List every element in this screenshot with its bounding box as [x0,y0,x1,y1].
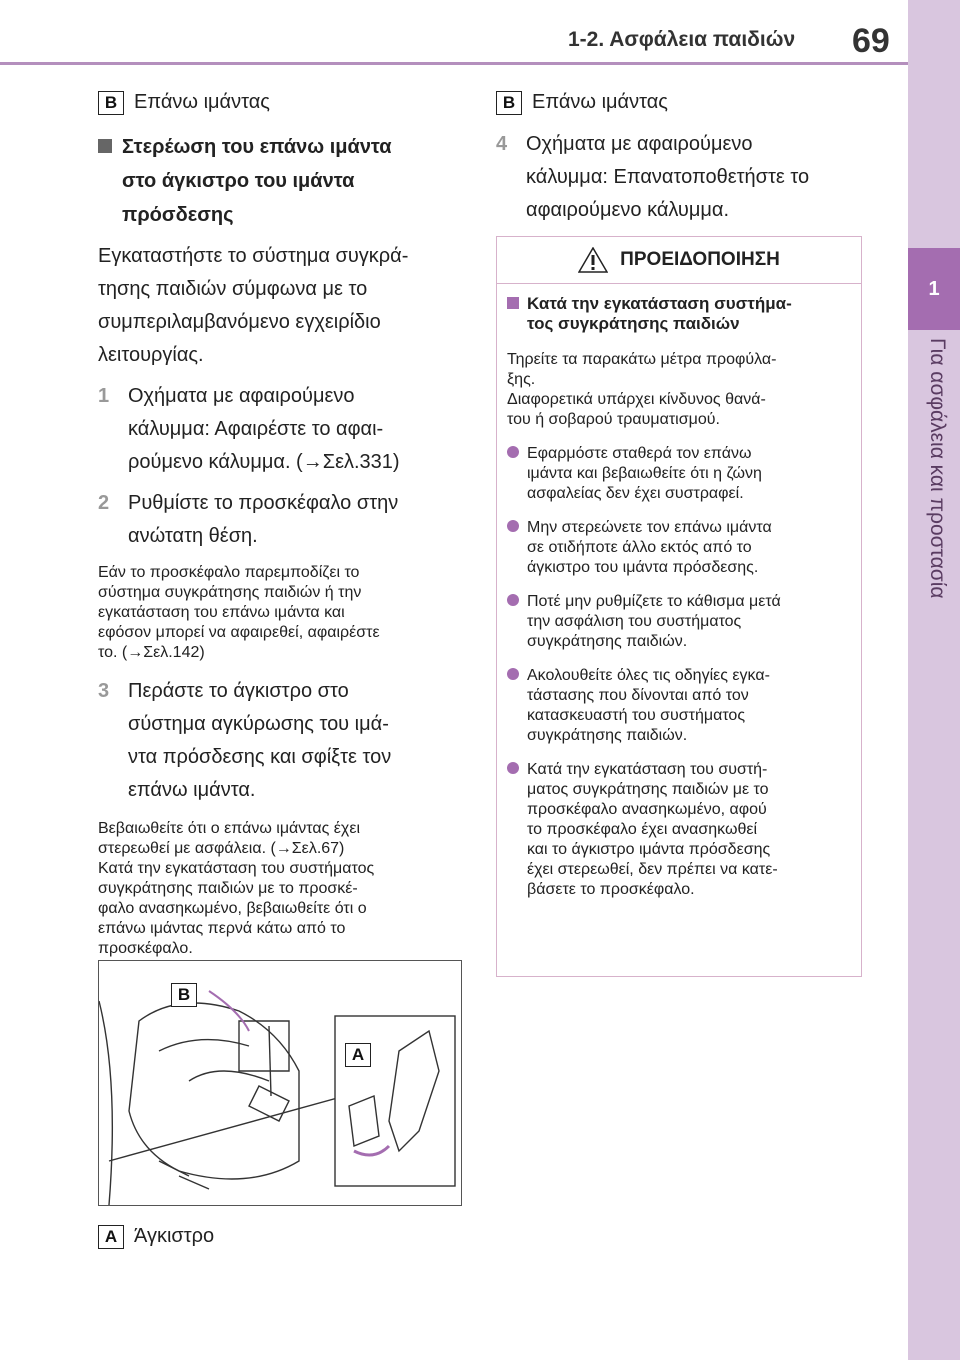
hook-shape [249,1086,289,1121]
warning-bullet-2: Μην στερεώνετε τον επάνω ιμάντα σε οτιδήποτε άλλο εκτός από το άγκιστρο του ιμάντα πρόσδεσης. [497,518,861,578]
arrow-to-headrest [209,991,249,1031]
inset-frame [335,1016,455,1186]
headrest-outline [239,1021,289,1071]
callout-a-label: A [98,1225,124,1249]
callout-a-text: Άγκιστρο [134,1225,215,1247]
sidebar [908,0,960,1360]
warning-title: ΠΡΟΕΙΔΟΠΟΙΗΣΗ [620,249,780,270]
step-1: 1 Οχήματα με αφαιρούμενο κάλυμμα: Αφαιρέστε το αφαι- ρούμενο κάλυμμα. (→Σελ.331) [98,385,400,473]
page-number: 69 [852,22,890,60]
callout-b-text: Επάνω ιμάντας [134,91,270,113]
warning-heading: Κατά την εγκατάσταση συστήμα- τος συγκράτησης παιδιών [497,294,861,334]
warning-bullet-3: Ποτέ μην ρυθμίζετε το κάθισμα μετά την ασφάλιση του συστήματος συγκράτησης παιδιών. [497,592,861,652]
note-headrest: Εάν το προσκέφαλο παρεμποδίζει το σύστημα συγκράτησης παιδιών ή την εγκατάσταση του επάνω ιμάντα και εφόσον μπορεί να αφαιρεθεί, αφαιρέστε το. (→Σελ.142) [98,564,380,661]
child-seat-outline [129,1003,299,1179]
right-column [496,86,886,227]
warning-box [496,236,862,977]
bullet-icon [507,668,519,680]
callout-b-right-text: Επάνω ιμάντας [532,91,668,113]
bullet-icon [507,446,519,458]
left-column [98,86,478,959]
callout-b-right-label: B [496,91,522,115]
callout-a [98,1220,214,1252]
warning-intro: Τηρείτε τα παρακάτω μέτρα προφύλα- ξης. Διαφορετικά υπάρχει κίνδυνος θανά- του ή σοβαρού τραυματισμού. [507,351,777,428]
callout-b [98,86,478,120]
note-top-strap: Βεβαιωθείτε ότι ο επάνω ιμάντας έχει στερεωθεί με ασφάλεια. (→Σελ.67) Κατά την εγκατάσταση του συστήματος συγκράτησης παιδιών με το προσκέ- φαλο ανασηκωμένο, βεβαιωθείτε ότι ο επάνω ιμάντας περνά κάτω από το προσκέφαλο. [98,820,375,957]
callout-b-label: B [98,91,124,115]
strap-line [269,1026,271,1096]
bullet-icon [507,594,519,606]
bullet-icon [507,520,519,532]
warning-bullet-1: Εφαρμόστε σταθερά τον επάνω ιμάντα και βεβαιωθείτε ότι η ζώνη ασφαλείας δεν έχει συστραφεί. [497,444,861,504]
callout-b-right [496,86,886,120]
bullet-icon [507,762,519,774]
section-heading: Στερέωση του επάνω ιμάντα στο άγκιστρο του ιμάντα πρόσδεσης [98,130,478,232]
intro-paragraph: Εγκαταστήστε το σύστημα συγκρά- τησης παιδιών σύμφωνα με το συμπεριλαμβανόμενο εγχειρίδιο λειτουργίας. [98,245,409,366]
figure-label-b: B [171,983,207,1007]
section-title: 1-2. Ασφάλεια παιδιών [568,28,796,51]
chapter-number: 1 [908,248,960,330]
figure-label-a: A [345,1043,381,1067]
warning-square-icon [507,297,519,309]
warning-bullet-5: Κατά την εγκατάσταση του συστή- ματος συγκράτησης παιδιών με το προσκέφαλο ανασηκωμένο, αφού το προσκέφαλο έχει ανασηκωθεί και το άγκιστρο ιμάντα πρόσδεσης έχει στερεωθεί, δεν πρέπει να κατε- βάσετε το προσκέφαλο. [497,760,861,900]
seat-back-edge [99,1001,112,1205]
step-2: 2 Ρυθμίστε το προσκέφαλο στην ανώτατη θέση. [98,492,399,547]
seat-contour [159,1040,249,1051]
warning-header [497,237,861,284]
step-3: 3 Περάστε το άγκιστρο στο σύστημα αγκύρωσης του ιμά- ντα πρόσδεσης και σφίξτε τον επάνω ιμάντα. [98,680,392,801]
seat-hook-drawing [99,961,461,1205]
seat-contour-2 [189,1071,269,1081]
warning-triangle-icon [578,247,608,273]
header-divider [0,62,908,65]
chapter-label: Για ασφάλεια και προστασία [926,338,949,599]
warning-bullet-4: Ακολουθείτε όλες τις οδηγίες εγκα- τάστασης που δίνονται από τον κατασκευαστή του συστήματος συγκράτησης παιδιών. [497,666,861,746]
seat-legs [159,1161,209,1189]
installation-illustration [98,960,462,1206]
heading-square-icon [98,139,112,153]
step-4: 4 Οχήματα με αφαιρούμενο κάλυμμα: Επανατοποθετήστε το αφαιρούμενο κάλυμμα. [496,133,810,221]
